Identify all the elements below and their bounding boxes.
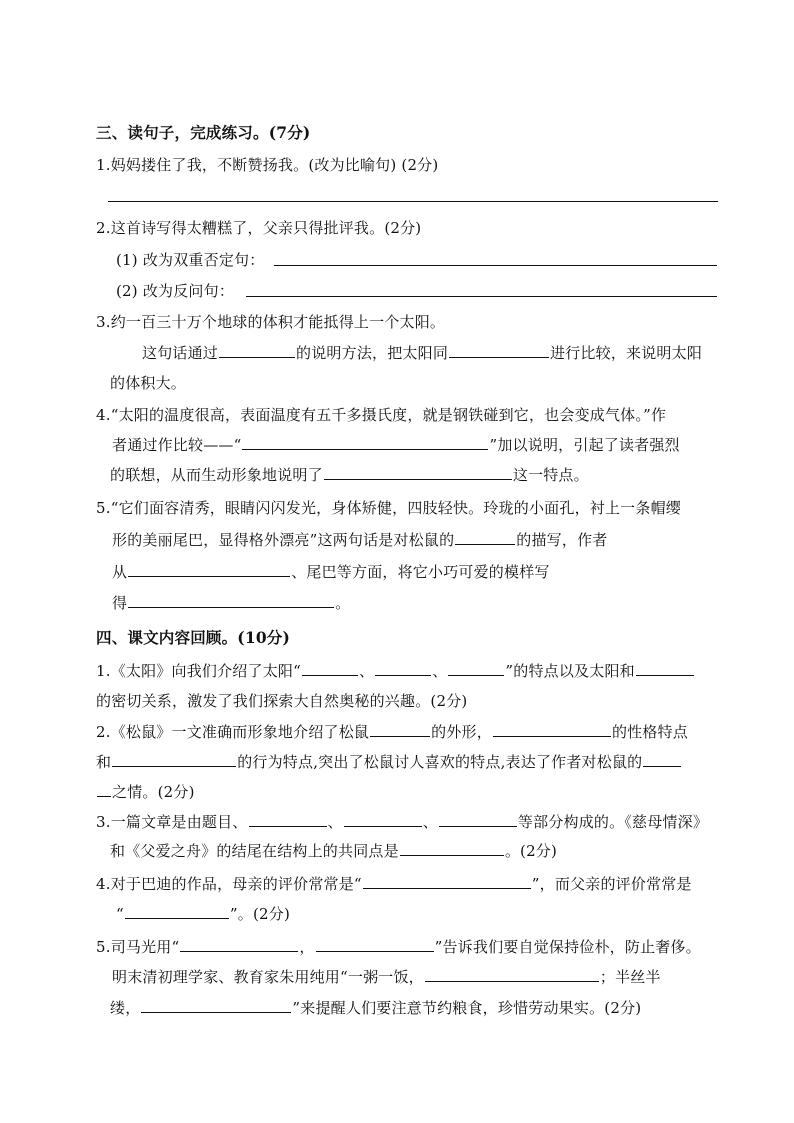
s4-q1-sep-1: 、 [358,662,375,680]
s3-q4-text-c: ”加以说明，引起了读者强烈 [489,436,680,454]
section3-heading: 三、读句子，完成练习。(7分) [96,123,311,142]
s4-q3-text-d: 。(2分) [504,842,558,860]
s4-q5-text-g: ”来提醒人们要注意节约粮食，珍惜劳动果实。(2分) [292,999,642,1017]
section4-heading: 四、课文内容回顾。(10分) [96,628,291,647]
s4-q3-blank-4[interactable] [400,841,504,856]
s4-q2-blank-2[interactable] [493,722,611,737]
s4-q2-blank-1[interactable] [370,722,430,737]
s3-q5-line2 [112,530,794,550]
s4-q3-line2 [110,841,794,861]
s3-q4-blank-2[interactable] [324,465,512,480]
s4-q1-blank-3[interactable] [448,661,504,676]
s4-q3-text-b: 等部分构成的。《慈母情深》 [517,813,709,831]
s4-q5-text-f: 缕， [110,999,141,1017]
s4-q1-blank-4[interactable] [636,661,694,676]
s4-q3-text-c: 和《父爱之舟》的结尾在结构上的共同点是 [110,842,399,860]
s4-q4-text-c: “ [116,905,124,923]
s3-q2-sub1-label: (1) 改为双重否定句： [116,251,265,269]
s3-q5-text-d: 从 [112,563,128,581]
s3-q5-line3 [112,562,794,582]
s3-q3-prompt: 3.约一百三十万个地球的体积才能抵得上一个太阳。 [96,313,446,331]
s4-q5-blank-2[interactable] [316,937,434,952]
s4-q3-blank-3[interactable] [439,812,517,827]
s3-q4-line3 [110,465,794,485]
s3-q2-sub2 [116,281,794,301]
s3-q1-answer-line[interactable] [108,201,718,202]
s4-q3-sep-2: 、 [422,813,438,831]
s3-q4-line2 [112,435,794,455]
s3-q4-text-d: 的联想，从而生动形象地说明了 [110,466,323,484]
s4-q3-blank-2[interactable] [344,812,422,827]
s3-q5-text-g: 。 [335,594,351,612]
s3-q5-text-e: 、尾巴等方面，将它小巧可爱的模样写 [291,563,550,581]
s4-q3-blank-1[interactable] [249,812,327,827]
s3-q1-prompt: 1.妈妈搂住了我，不断赞扬我。(改为比喻句) (2分) [96,156,439,174]
s4-q4-blank-2[interactable] [125,904,229,919]
s3-q3-blank-2[interactable] [449,343,549,358]
s3-q5-text-f: 得 [112,594,128,612]
s3-q3-blank-1[interactable] [219,343,295,358]
s3-q2-sub2-answer-line[interactable] [246,296,717,297]
s4-q5-blank-3[interactable] [425,967,599,982]
s3-q3-line3: 的体积大。 [110,374,187,392]
s3-q2-sub2-label: (2) 改为反问句： [116,282,235,300]
s3-q3-text-c: 进行比较，来说明太阳 [550,344,703,362]
s4-q5-text-b: ， [299,938,315,956]
s3-q2-prompt: 2.这首诗写得太糟糕了，父亲只得批评我。(2分) [96,219,422,237]
s4-q4-text-d: ”。(2分) [229,905,290,923]
s4-q1-blank-1[interactable] [302,661,358,676]
s4-q5-line3 [110,998,794,1018]
s4-q5-blank-1[interactable] [180,937,298,952]
s4-q5-text-a: 5.司马光用“ [96,938,180,956]
s4-q5-text-e: ；半丝半 [599,968,661,986]
s4-q2-blank-4-cont[interactable] [97,782,111,797]
s4-q1-sep-2: 、 [432,662,448,680]
s4-q4-line1 [96,874,794,894]
s3-q5-line4 [112,593,794,613]
s4-q5-text-d: 明末清初理学家、教育家朱用纯用“一粥一饭， [112,968,424,986]
s3-q2-sub1 [116,250,794,270]
s4-q2-text-b: 的外形， [431,723,492,741]
s4-q5-blank-4[interactable] [141,998,291,1013]
s4-q2-line3 [96,782,794,802]
s4-q5-text-c: ”告诉我们要自觉保持俭朴，防止奢侈。 [434,938,701,956]
s3-q2-sub1-answer-line[interactable] [274,265,717,266]
s3-q3-line2 [142,343,794,363]
s4-q2-blank-3[interactable] [112,752,236,767]
s4-q2-line1 [96,722,794,742]
s3-q5-text-b: 形的美丽尾巴，显得格外漂亮”这两句话是对松鼠的 [112,531,455,549]
s3-q5-text-c: 的描写，作者 [516,531,608,549]
s4-q5-line2 [112,967,794,987]
s3-q4-text-b: 者通过作比较——“ [112,436,242,454]
s3-q5-blank-2[interactable] [128,562,290,577]
s3-q4-blank-1[interactable] [242,435,488,450]
s4-q5-line1 [96,937,794,957]
s4-q3-text-a: 3.一篇文章是由题目、 [96,813,248,831]
s4-q1-line1 [96,661,794,681]
s3-q5-line1: 5.“它们面容清秀，眼睛闪闪发光，身体矫健，四肢轻快。玲珑的小面孔，衬上一条帽缨 [96,499,681,517]
s4-q4-blank-1[interactable] [363,874,531,889]
s4-q2-blank-4[interactable] [643,752,681,767]
s4-q4-line2 [116,904,794,924]
s4-q2-text-f: 之情。(2分) [112,783,195,801]
s4-q4-text-a: 4.对于巴迪的作品，母亲的评价常常是“ [96,875,362,893]
s4-q3-sep-1: 、 [327,813,343,831]
s4-q2-text-d: 和 [96,753,112,771]
s4-q1-text-b: ”的特点以及太阳和 [505,662,635,680]
s4-q1-line2: 的密切关系，激发了我们探索大自然奥秘的兴趣。(2分) [96,692,468,710]
s4-q1-blank-2[interactable] [375,661,431,676]
s3-q3-text-b: 的说明方法，把太阳同 [296,344,449,362]
s4-q2-text-a: 2.《松鼠》一文准确而形象地介绍了松鼠 [96,723,370,741]
s3-q5-blank-3[interactable] [128,593,334,608]
s3-q4-text-e: 这一特点。 [512,466,589,484]
s4-q3-line1 [96,812,794,832]
s4-q2-text-e: 的行为特点,突出了松鼠讨人喜欢的特点,表达了作者对松鼠的 [237,753,643,771]
s4-q4-text-b: ”，而父亲的评价常常是 [531,875,692,893]
s3-q5-blank-1[interactable] [455,530,515,545]
s4-q2-line2 [96,752,794,772]
s3-q3-text-a: 这句话通过 [142,344,219,362]
s4-q1-text-a: 1.《太阳》向我们介绍了太阳“ [96,662,301,680]
s4-q2-text-c: 的性格特点 [611,723,688,741]
s3-q4-line1: 4.“太阳的温度很高，表面温度有五千多摄氏度，就是钢铁碰到它，也会变成气体。”作 [96,406,667,424]
